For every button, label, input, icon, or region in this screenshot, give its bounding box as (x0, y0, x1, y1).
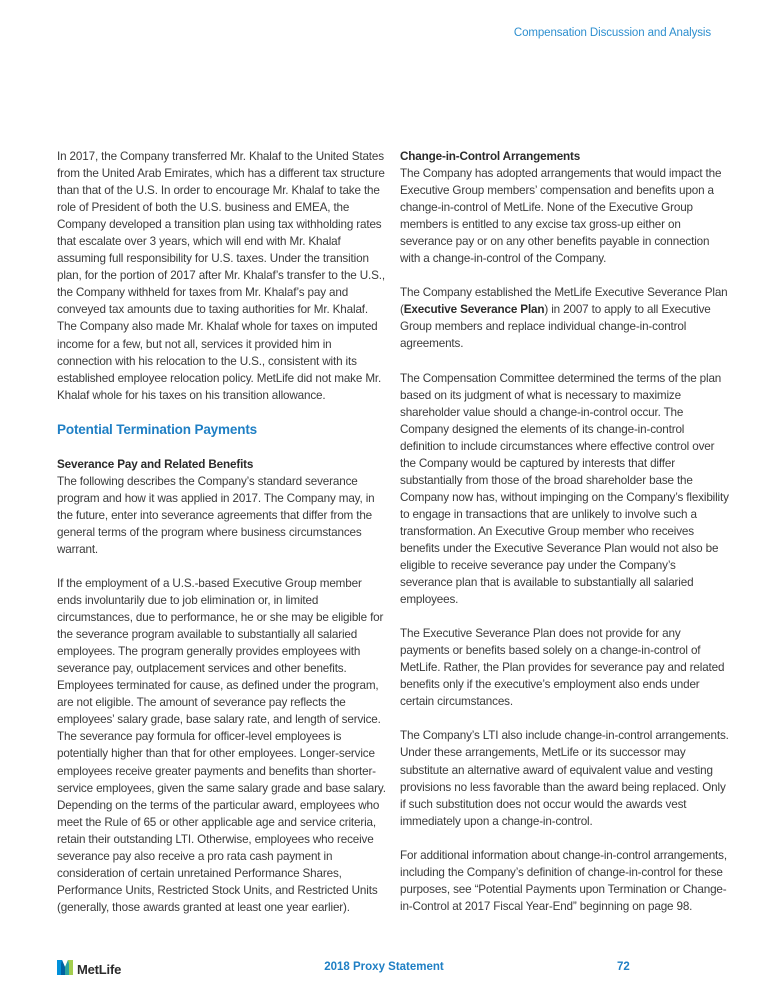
change-in-control-paragraph: The Company’s LTI also include change-in-control arrangements. Under these arrangements, MetLife or its successor may substitute an alternative award of equivalent value and vesting provisions no less favorable than the award being replaced. Only if such substitution does not occur would the awards vest immediately upon a change-in-control. (400, 729, 729, 828)
page-number: 72 (617, 961, 630, 973)
document-title: 2018 Proxy Statement (324, 961, 444, 973)
change-in-control-paragraph: The Compensation Committee determined the terms of the plan based on its judgment of what is necessary to maximize shareholder value should a change-in-control occur. The Company designed the elements of its change-in-control definition to include circumstances where effective control over the Company would be captured by interests that differ substantially from those of the broad shareholder base the Company now has, without impinging on the Company’s flexibility to engage in transactions that are unlikely to involve such a transformation. An Executive Group member who receives benefits under the Executive Severance Plan would not also be eligible to receive severance pay under the Company’s severance plan that is available to substantially all salaried employees. (400, 371, 729, 607)
left-column (57, 148, 387, 933)
executive-severance-plan-paragraph (400, 284, 730, 352)
page-footer (0, 958, 768, 980)
intro-paragraph: In 2017, the Company transferred Mr. Khalaf to the United States from the United Arab Emirates, which has a different tax structure than that of the U.S. In order to encourage Mr. Khalaf to take the role of President of both the U.S. business and EMEA, the Company developed a transition plan using tax withholding rates that escalate over 3 years, which will end with Mr. Khalaf assuming full responsibility for U.S. taxes. Under the transition plan, for the portion of 2017 after Mr. Khalaf’s transfer to the U.S., the Company withheld for taxes from Mr. Khalaf’s pay and conveyed tax amounts due to taxing authorities for Mr. Khalaf. The Company also made Mr. Khalaf whole for taxes on imputed income for a few, but not all, services it provided him in connection with his relocation to the U.S., consistent with its established employee relocation policy. MetLife did not make Mr. Khalaf whole for his taxes on his transition allowance. (57, 150, 385, 402)
change-in-control-paragraph: For additional information about change-in-control arrangements, including the Company’s definition of change-in-control for these purposes, see “Potential Payments upon Termination or Change-in-Control at 2017 Fiscal Year-End” beginning on page 98. (400, 848, 727, 913)
severance-paragraph: The following describes the Company’s standard severance program and how it was applied in 2017. The Company may, in the future, enter into severance agreements that differ from the general terms of the program where business circumstances warrant. (57, 474, 375, 556)
text-run: The Company established the MetLife Executive Severance Plan ( (400, 286, 728, 317)
logo-text: MetLife (77, 962, 122, 977)
severance-paragraph: If the employment of a U.S.-based Executive Group member ends involuntarily due to job elimination or, in limited circumstances, due to performance, he or she may be eligible for the severance program available to substantially all salaried employees. The program generally provides employees with severance pay, outplacement services and other benefits. Employees terminated for cause, as defined under the program, are not eligible. The amount of severance pay reflects the employees’ salary grade, base salary rate, and length of service. The severance pay formula for officer-level employees is potentially higher than that for other employees. Longer-service employees receive greater payments and benefits than shorter-service employees, given the same salary grade and base salary. Depending on the terms of the particular award, employees who meet the Rule of 65 or other applicable age and service criteria, retain their outstanding LTI. Otherwise, employees who receive severance pay also receive a pro rata cash payment in consideration of certain unretained Performance Shares, Performance Units, Restricted Stock Units, and Restricted Units (generally, those awards granted at least one year earlier). (57, 576, 386, 914)
change-in-control-subheading: Change-in-Control Arrangements (400, 150, 581, 163)
section-title: Potential Termination Payments (57, 421, 258, 437)
running-header: Compensation Discussion and Analysis (513, 27, 711, 39)
change-in-control-paragraph: The Executive Severance Plan does not provide for any payments or benefits based solely on a change-in-control of MetLife. Rather, the Plan provides for severance pay and related benefits only if the executive’s employment also ends under certain circumstances. (400, 627, 725, 709)
defined-term: Executive Severance Plan (403, 303, 545, 317)
severance-subheading: Severance Pay and Related Benefits (57, 457, 254, 471)
text-run: ) in 2007 to apply to all Executive Group members and replace individual change-in-control agreements. (400, 303, 711, 351)
change-in-control-paragraph: The Company has adopted arrangements that would impact the Executive Group members’ compensation and benefits upon a change-in-control of MetLife. None of the Executive Group members is entitled to any excise tax gross-up either on severance pay or on any other benefits payable in connection with a change-in-control of the Company. (400, 167, 722, 266)
right-column (400, 148, 730, 932)
